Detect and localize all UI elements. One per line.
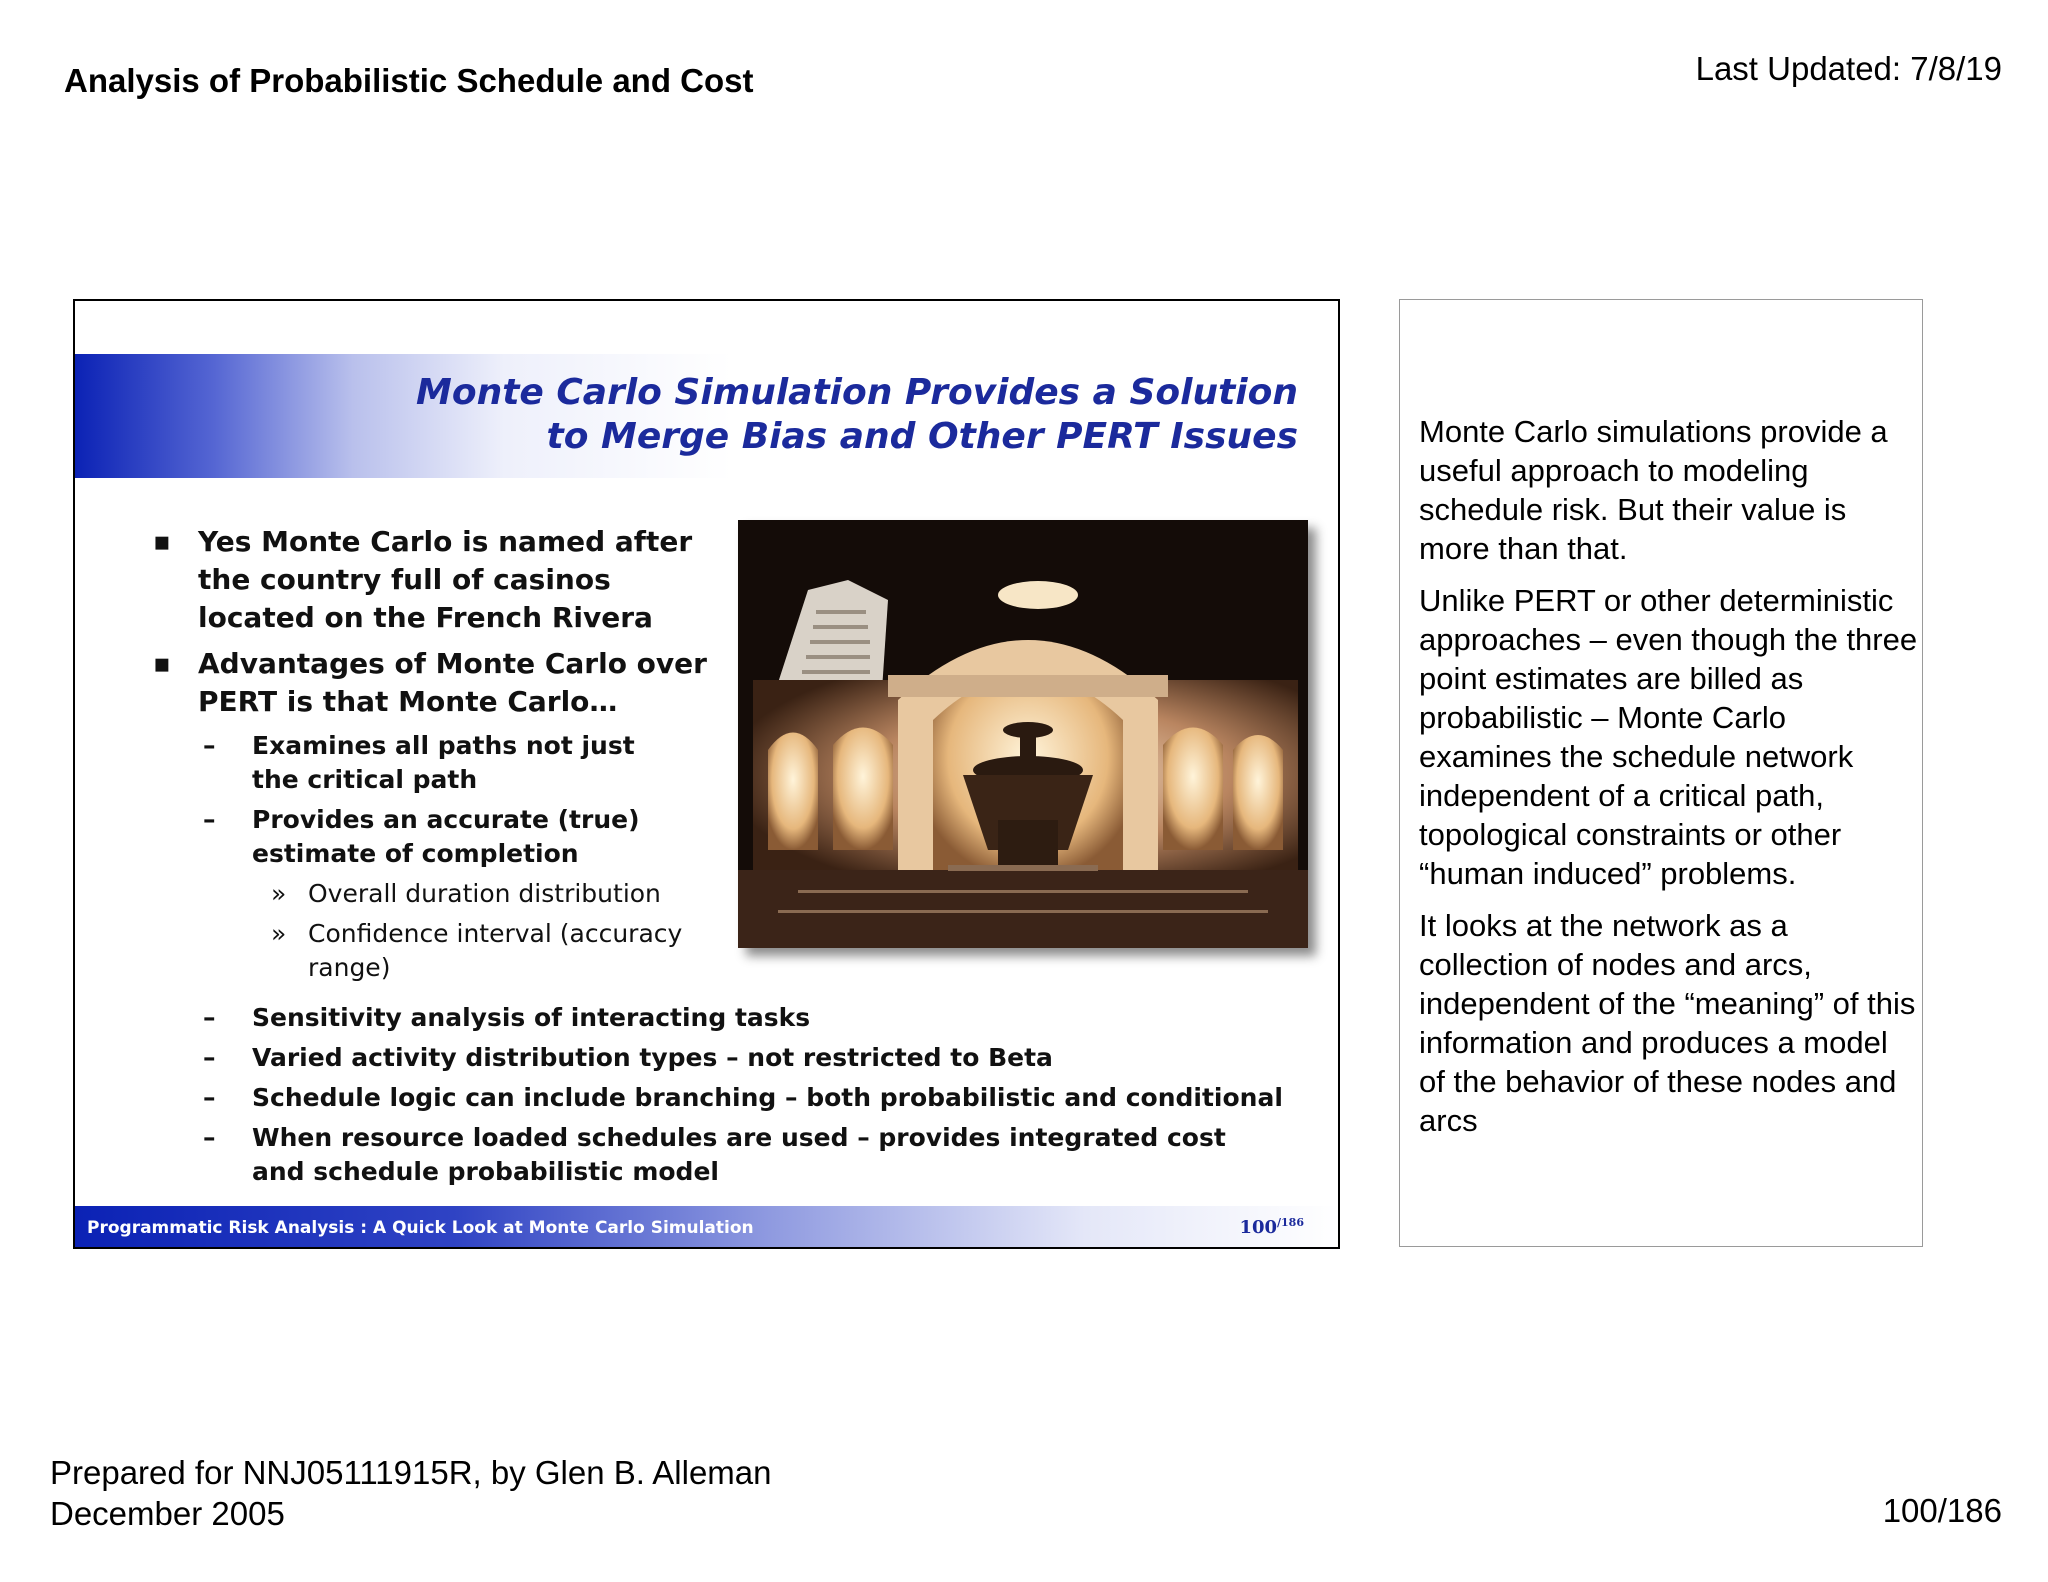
slide-footer-text: Programmatic Risk Analysis : A Quick Look at Monte Carlo Simulation (87, 1218, 754, 1238)
prepared-date: December 2005 (50, 1495, 285, 1532)
bullet-monte-carlo-name (153, 523, 718, 637)
sub-sub-bullet-text: Overall duration distribution (308, 879, 661, 908)
prepared-for (50, 1452, 772, 1534)
bullet-advantages (153, 645, 718, 721)
notes-paragraph: Unlike PERT or other deterministic approaches – even though the three point estimates are billed as probabilistic – Monte Carlo examines the schedule network independent of a critical path, topological constraints or other “human induced” problems. (1419, 583, 1918, 891)
last-updated: Last Updated: 7/8/19 (1695, 50, 2002, 87)
sub-bullet-branching (153, 1081, 1303, 1115)
bullet-line: ▪ Yes Monte Carlo is named after (198, 525, 693, 558)
sub-sub-bullet-confidence (153, 917, 688, 985)
sub-bullet-text: Provides an accurate (true) estimate of completion (252, 805, 640, 868)
bullet-line: ▪ Advantages of Monte Carlo over (198, 647, 707, 680)
notes-paragraph: Monte Carlo simulations provide a useful approach to modeling schedule risk. But their value is more than that. (1419, 414, 1888, 566)
document-title: Analysis of Probabilistic Schedule and Cost (64, 62, 754, 99)
bullet-line: the country full of casinos (198, 563, 611, 596)
sub-bullet-text: Schedule logic can include branching – both probabilistic and conditional (252, 1083, 1283, 1112)
slide-title-line-1: Monte Carlo Simulation Provides a Solution (416, 372, 1298, 413)
slide-page-number (1239, 1216, 1304, 1238)
slide-page-current: 100 (1239, 1217, 1278, 1238)
sub-sub-bullet-duration (153, 877, 688, 911)
sub-bullet-text: When resource loaded schedules are used – provides integrated cost and schedule probabilistic model (252, 1123, 1226, 1186)
raquo-marker: » (271, 919, 287, 948)
slide-page-total: /186 (1277, 1216, 1304, 1229)
dash-marker: – (203, 1083, 216, 1112)
notes-text (1419, 412, 1919, 1153)
sub-bullet-examines-paths (153, 729, 672, 797)
slide-thumbnail (73, 299, 1340, 1249)
sub-bullet-sensitivity (153, 1001, 1303, 1035)
bullet-line: PERT is that Monte Carlo… (198, 685, 618, 718)
dash-marker: – (203, 731, 216, 760)
dash-marker: – (203, 1003, 216, 1032)
dash-marker: – (203, 1043, 216, 1072)
raquo-marker: » (271, 879, 287, 908)
dash-marker: – (203, 805, 216, 834)
slide-footer-bar (75, 1206, 1338, 1247)
sub-sub-bullet-text: Confidence interval (accuracy range) (308, 919, 683, 982)
sub-bullet-text: Varied activity distribution types – not restricted to Beta (252, 1043, 1053, 1072)
sub-bullet-text: Examines all paths not just the critical path (252, 731, 635, 794)
slide-title (416, 371, 1298, 459)
casino-fountain-photo (738, 520, 1308, 948)
page-number: 100/186 (1882, 1492, 2002, 1529)
notes-paragraph: It looks at the network as a collection of nodes and arcs, independent of the “meaning” of this information and produces a model of the behavior of these nodes and arcs (1419, 908, 1916, 1138)
prepared-line: Prepared for NNJ05111915R, by Glen B. Alleman (50, 1454, 772, 1491)
sub-bullet-distribution-types (153, 1041, 1303, 1075)
sub-bullet-text: Sensitivity analysis of interacting tasks (252, 1003, 811, 1032)
bullet-line: located on the French Rivera (198, 601, 653, 634)
sub-bullet-resource-loaded (153, 1121, 1232, 1189)
notes-panel (1399, 299, 1923, 1247)
slide-title-line-2: to Merge Bias and Other PERT Issues (546, 416, 1298, 457)
dash-marker: – (203, 1123, 216, 1152)
sub-bullet-accurate-estimate (153, 803, 672, 871)
